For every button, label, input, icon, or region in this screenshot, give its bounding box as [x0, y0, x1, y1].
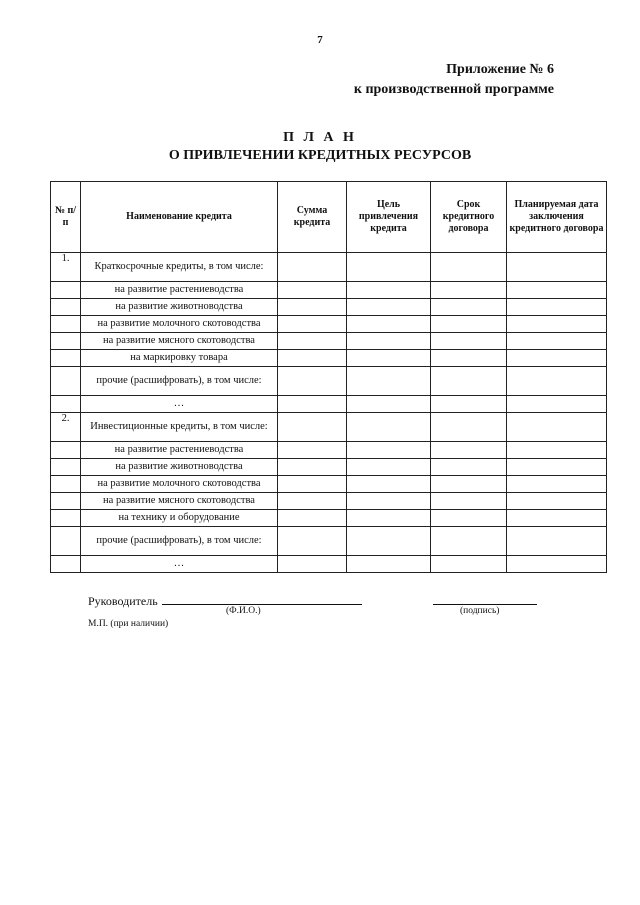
credit-name-cell: на развитие растениеводства [81, 442, 278, 459]
amount-cell [278, 333, 347, 350]
term-cell [431, 556, 507, 573]
purpose-cell [347, 333, 431, 350]
purpose-cell [347, 367, 431, 396]
term-cell [431, 459, 507, 476]
term-cell [431, 510, 507, 527]
row-number-cell [51, 333, 81, 350]
purpose-cell [347, 556, 431, 573]
purpose-cell [347, 396, 431, 413]
appendix-line-2: к производственной программе [353, 82, 554, 97]
credit-name-cell: на развитие животноводства [81, 299, 278, 316]
row-number-cell [51, 442, 81, 459]
purpose-cell [347, 316, 431, 333]
credit-plan-table [50, 181, 607, 573]
purpose-cell [347, 493, 431, 510]
table-row [51, 367, 607, 396]
header-cell-term: Срок кредитного договора [431, 182, 507, 253]
row-number-cell [51, 282, 81, 299]
date-cell [507, 476, 607, 493]
credit-name-cell: на развитие мясного скотоводства [81, 333, 278, 350]
amount-cell [278, 510, 347, 527]
date-cell [507, 442, 607, 459]
term-cell [431, 413, 507, 442]
signature-block [88, 593, 362, 609]
credit-name-cell: прочие (расшифровать), в том числе: [81, 367, 278, 396]
purpose-cell [347, 459, 431, 476]
credit-name-cell: Инвестиционные кредиты, в том числе: [81, 413, 278, 442]
row-number-cell [51, 459, 81, 476]
table-row [51, 333, 607, 350]
row-number-cell [51, 493, 81, 510]
credit-name-cell: на развитие растениеводства [81, 282, 278, 299]
term-cell [431, 442, 507, 459]
header-cell-purpose: Цель привлечения кредита [347, 182, 431, 253]
table-row [51, 476, 607, 493]
header-cell-name: Наименование кредита [81, 182, 278, 253]
appendix-heading [354, 60, 554, 100]
term-cell [431, 316, 507, 333]
term-cell [431, 333, 507, 350]
date-cell [507, 253, 607, 282]
table-row [51, 459, 607, 476]
row-number-cell [51, 299, 81, 316]
table-row [51, 527, 607, 556]
term-cell [431, 476, 507, 493]
document-title [0, 129, 640, 165]
table-row [51, 442, 607, 459]
amount-cell [278, 350, 347, 367]
date-cell [507, 367, 607, 396]
table-row [51, 253, 607, 282]
term-cell [431, 253, 507, 282]
fio-caption: (Ф.И.О.) [226, 606, 261, 616]
amount-cell [278, 413, 347, 442]
amount-cell [278, 396, 347, 413]
table-row [51, 413, 607, 442]
date-cell [507, 299, 607, 316]
table-row [51, 299, 607, 316]
table-row [51, 493, 607, 510]
date-cell [507, 459, 607, 476]
credit-name-cell: … [81, 556, 278, 573]
table-row [51, 282, 607, 299]
signature-label: Руководитель [88, 594, 158, 608]
amount-cell [278, 527, 347, 556]
amount-cell [278, 316, 347, 333]
amount-cell [278, 442, 347, 459]
purpose-cell [347, 350, 431, 367]
row-number-cell [51, 556, 81, 573]
amount-cell [278, 459, 347, 476]
header-cell-amount: Сумма кредита [278, 182, 347, 253]
table-row [51, 510, 607, 527]
amount-cell [278, 282, 347, 299]
signature-caption: (подпись) [460, 606, 500, 616]
amount-cell [278, 299, 347, 316]
row-number-cell [51, 510, 81, 527]
date-cell [507, 493, 607, 510]
term-cell [431, 396, 507, 413]
purpose-cell [347, 282, 431, 299]
date-cell [507, 527, 607, 556]
row-number-cell: 1. [51, 253, 81, 282]
purpose-cell [347, 442, 431, 459]
table-row [51, 396, 607, 413]
amount-cell [278, 493, 347, 510]
term-cell [431, 350, 507, 367]
date-cell [507, 333, 607, 350]
term-cell [431, 299, 507, 316]
row-number-cell [51, 527, 81, 556]
row-number-cell: 2. [51, 413, 81, 442]
purpose-cell [347, 510, 431, 527]
table-row [51, 350, 607, 367]
page-number: 7 [317, 34, 323, 46]
credit-name-cell: на технику и оборудование [81, 510, 278, 527]
credit-name-cell: на развитие животноводства [81, 459, 278, 476]
row-number-cell [51, 396, 81, 413]
date-cell [507, 556, 607, 573]
purpose-cell [347, 476, 431, 493]
amount-cell [278, 367, 347, 396]
header-cell-date: Планируемая дата заключения кредитного договора [507, 182, 607, 253]
purpose-cell [347, 527, 431, 556]
row-number-cell [51, 350, 81, 367]
term-cell [431, 493, 507, 510]
table-header-row [51, 182, 607, 253]
date-cell [507, 316, 607, 333]
amount-cell [278, 476, 347, 493]
table-row [51, 556, 607, 573]
header-cell-number: № п/п [51, 182, 81, 253]
credit-name-cell: на развитие мясного скотоводства [81, 493, 278, 510]
term-cell [431, 282, 507, 299]
date-cell [507, 350, 607, 367]
purpose-cell [347, 253, 431, 282]
date-cell [507, 282, 607, 299]
purpose-cell [347, 413, 431, 442]
credit-name-cell: на развитие молочного скотоводства [81, 476, 278, 493]
credit-name-cell: Краткосрочные кредиты, в том числе: [81, 253, 278, 282]
date-cell [507, 413, 607, 442]
purpose-cell [347, 299, 431, 316]
credit-name-cell: на развитие молочного скотоводства [81, 316, 278, 333]
appendix-line-1: Приложение № 6 [446, 62, 554, 77]
fio-line [162, 593, 362, 605]
date-cell [507, 396, 607, 413]
term-cell [431, 367, 507, 396]
amount-cell [278, 253, 347, 282]
title-line-1: П Л А Н [283, 130, 357, 145]
term-cell [431, 527, 507, 556]
table-row [51, 316, 607, 333]
row-number-cell [51, 476, 81, 493]
credit-name-cell: … [81, 396, 278, 413]
row-number-cell [51, 367, 81, 396]
title-line-2: О ПРИВЛЕЧЕНИИ КРЕДИТНЫХ РЕСУРСОВ [168, 148, 472, 163]
row-number-cell [51, 316, 81, 333]
credit-name-cell: прочие (расшифровать), в том числе: [81, 527, 278, 556]
stamp-caption: М.П. (при наличии) [88, 619, 169, 629]
date-cell [507, 510, 607, 527]
amount-cell [278, 556, 347, 573]
credit-name-cell: на маркировку товара [81, 350, 278, 367]
signature-line [433, 604, 537, 605]
